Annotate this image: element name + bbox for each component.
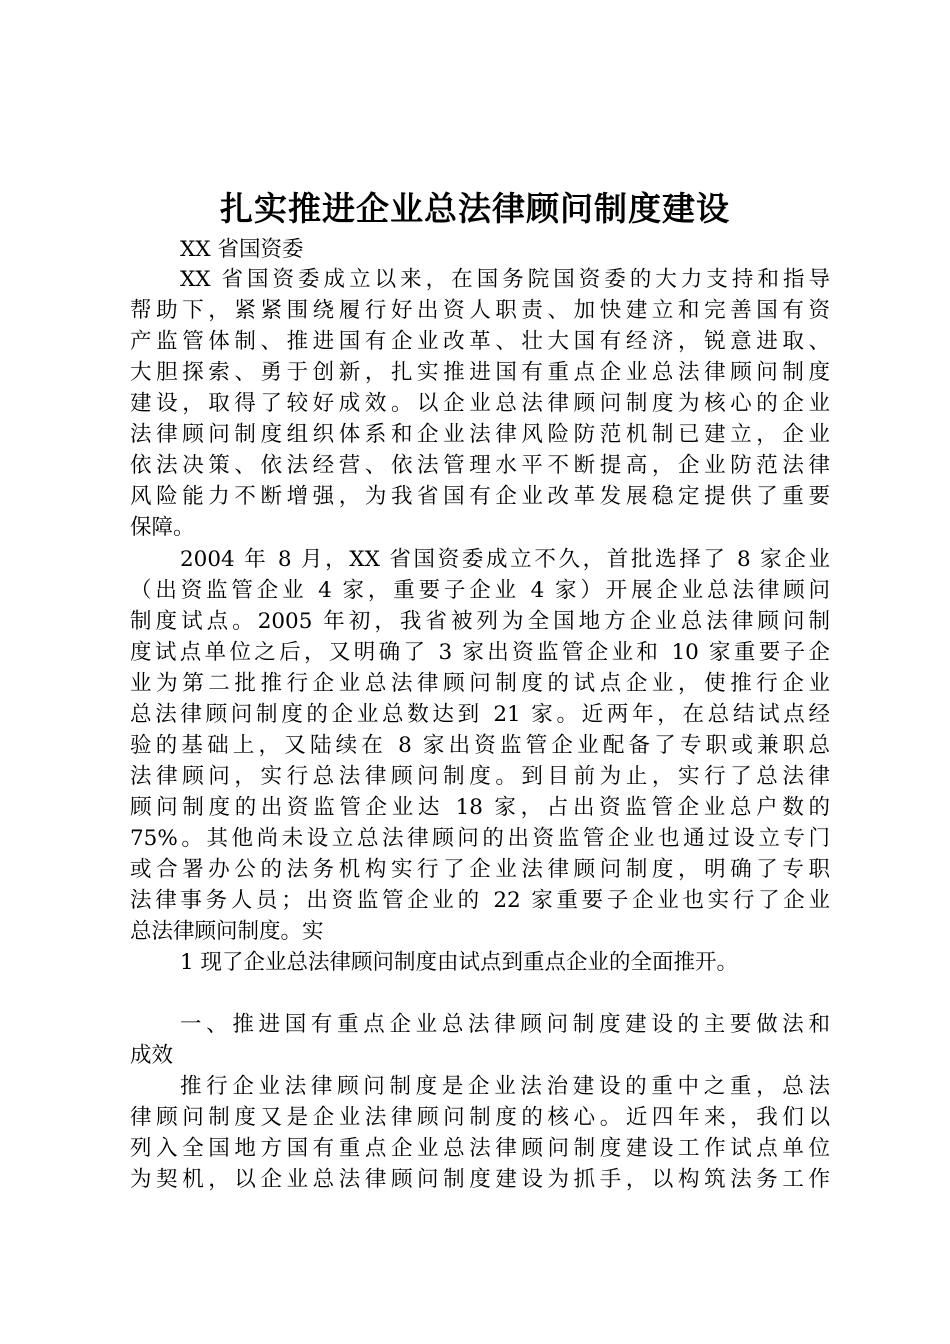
paragraph-line: 法律事务人员；出资监管企业的 22 家重要子企业也实行了企业 — [130, 888, 830, 913]
paragraph-line: 75%。其他尚未设立总法律顾问的出资监管企业也通过设立专门 — [130, 826, 830, 851]
paragraph-line: 度试点单位之后，又明确了 3 家出资监管企业和 10 家重要子企 — [130, 640, 830, 665]
paragraph-line: 为契机，以企业总法律顾问制度建设为抓手，以构筑法务工作 — [130, 1167, 830, 1192]
paragraph-line: XX 省国资委成立以来，在国务院国资委的大力支持和指导 — [180, 267, 830, 292]
section-heading: 一、推进国有重点企业总法律顾问制度建设的主要做法和 — [180, 1012, 830, 1037]
paragraph-line: 律顾问制度又是企业法律顾问制度的核心。近四年来，我们以 — [130, 1105, 830, 1130]
paragraph-line: 保障。 — [130, 515, 195, 540]
paragraph-line: 顾问制度的出资监管企业达 18 家，占出资监管企业总户数的 — [130, 795, 830, 820]
paragraph-line: 1 现了企业总法律顾问制度由试点到重点企业的全面推开。 — [180, 950, 739, 975]
paragraph-line: 制度试点。2005 年初，我省被列为全国地方企业总法律顾问制 — [130, 609, 830, 634]
paragraph-line: （出资监管企业 4 家，重要子企业 4 家）开展企业总法律顾问 — [130, 578, 830, 603]
paragraph-line: 风险能力不断增强，为我省国有企业改革发展稳定提供了重要 — [130, 484, 830, 509]
author-line: XX 省国资委 — [180, 237, 304, 262]
paragraph-line: 帮助下，紧紧围绕履行好出资人职责、加快建立和完善国有资 — [130, 298, 830, 323]
paragraph-line: 总法律顾问制度。实 — [130, 919, 324, 944]
paragraph-line: 法律顾问制度组织体系和企业法律风险防范机制已建立，企业 — [130, 422, 830, 447]
section-heading: 成效 — [130, 1043, 174, 1068]
paragraph-line: 2004 年 8 月，XX 省国资委成立不久，首批选择了 8 家企业 — [180, 547, 830, 572]
paragraph-line: 或合署办公的法务机构实行了企业法律顾问制度，明确了专职 — [130, 857, 830, 882]
paragraph-line: 大胆探索、勇于创新，扎实推进国有重点企业总法律顾问制度 — [130, 360, 830, 385]
paragraph-line: 建设，取得了较好成效。以企业总法律顾问制度为核心的企业 — [130, 391, 830, 416]
paragraph-line: 业为第二批推行企业总法律顾问制度的试点企业，使推行企业 — [130, 671, 830, 696]
paragraph-line: 依法决策、依法经营、依法管理水平不断提高，企业防范法律 — [130, 453, 830, 478]
paragraph-line: 推行企业法律顾问制度是企业法治建设的重中之重，总法 — [180, 1074, 830, 1099]
paragraph-line: 验的基础上，又陆续在 8 家出资监管企业配备了专职或兼职总 — [130, 733, 830, 758]
paragraph-line: 列入全国地方国有重点企业总法律顾问制度建设工作试点单位 — [130, 1136, 830, 1161]
document-title: 扎实推进企业总法律顾问制度建设 — [220, 189, 730, 228]
paragraph-line: 总法律顾问制度的企业总数达到 21 家。近两年，在总结试点经 — [130, 702, 830, 727]
paragraph-line: 法律顾问，实行总法律顾问制度。到目前为止，实行了总法律 — [130, 764, 830, 789]
paragraph-line: 产监管体制、推进国有企业改革、壮大国有经济，锐意进取、 — [130, 329, 830, 354]
